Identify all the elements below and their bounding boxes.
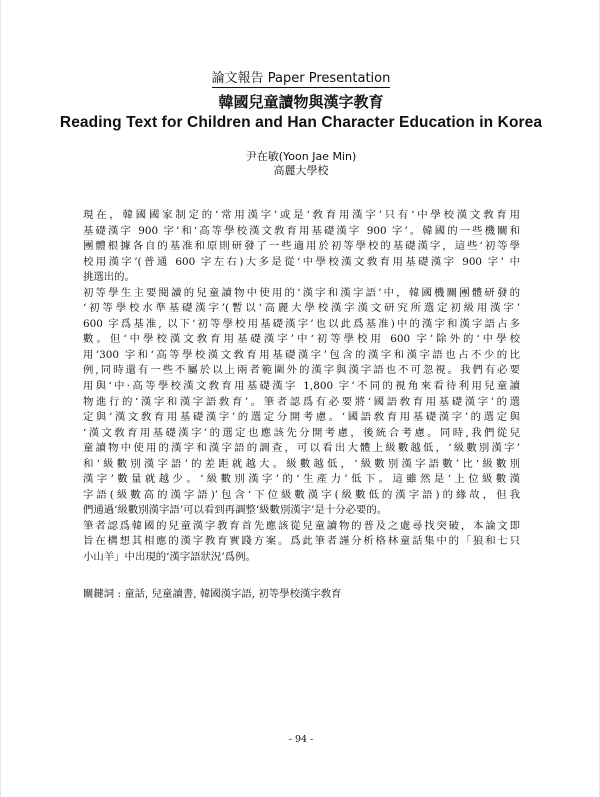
abstract-line: 現在，韓國國家制定的‘常用漢字’或是‘敎育用漢字’只有‘中學校漢文敎育用 (83, 209, 520, 221)
abstract-line: 校用漢字’(普通 600 字左右)大多是從‘中學校漢文敎育用基礎漢字 900 字’ 中 (83, 255, 520, 268)
section-label (1, 71, 600, 87)
title-korean: 韓國兒童讀物與漢字教育 (218, 93, 384, 111)
abstract-line: 筆者認爲韓國的兒童漢字教育首先應該從兒童讀物的普及之處尋找突破，本論文即 (83, 519, 520, 532)
abstract-line: 物進行的‘漢字和漢字語敎育’。筆者認爲有必要將‘國語敎育用基礎漢字’的選 (83, 395, 520, 408)
abstract-line: ‘初等學校水準基礎漢字’(暫以‘高麗大學校漢字漢文研究所選定初級用漢字’ (83, 302, 520, 315)
abstract-line: 數。但‘中學校漢文敎育用基礎漢字’中‘初等學校用 600 字’除外的‘中學校 (83, 333, 520, 346)
abstract-line: 600 字爲基准, 以下‘初等學校用基礎漢字’也以此爲基准)中的漢字和漢字語占多 (83, 317, 520, 330)
title-english: Reading Text for Children and Han Character Education in Korea (59, 114, 543, 131)
author-affiliation: 高麗大學校 (273, 164, 329, 177)
abstract-line: 小山羊」中出現的‘漢字語狀況’爲例。 (83, 551, 256, 564)
abstract-line: 定與‘漢文敎育用基礎漢字’的選定分開考慮。‘國語敎育用基礎漢字’的選定與 (83, 411, 520, 424)
abstract-line: 們通過‘級數別漢字語’可以看到再調整‘級數別漢字’是十分必要的。 (83, 504, 388, 517)
abstract-line: 用與‘中·高等學校漢文敎育用基礎漢字 1,800 字’不同的視角來看待利用兒童讀 (83, 380, 520, 393)
abstract-line: 例,同時還有一些不屬於以上兩者範圍外的漢字與漢字語也不可忽視。我們有必要 (83, 364, 520, 377)
abstract-body (83, 208, 520, 566)
page-number: - 94 - (288, 734, 314, 745)
abstract-line: 童讀物中使用的漢字和漢字語的調查，可以看出大體上級數越低，‘級數別漢字’ (83, 442, 520, 455)
keywords: 關鍵詞 : 童話, 兒童讀書, 韓國漢字語, 初等學校漢字敎育 (83, 588, 342, 600)
section-label-text: 論文報告 Paper Presentation (211, 71, 391, 86)
abstract-line: 初等學生主要閱讀的兒童讀物中使用的‘漢字和漢字語’中，韓國機關團體研發的 (83, 286, 520, 299)
abstract-line: 和‘級數別漢字語’的差距就越大。級數越低，‘級數別漢字語數’比‘級數別 (83, 457, 520, 470)
abstract-line: 挑選出的。 (83, 271, 135, 284)
abstract-line: 基礎漢字 900 字’和‘高等學校漢文敎育用基礎漢字 900 字’。韓國的一些機關和 (83, 224, 520, 237)
abstract-line: ‘漢文敎育用基礎漢字’的選定也應該先分開考慮，後統合考慮。同時,我們從兒 (83, 426, 520, 439)
abstract-line: 用’300 字和‘高等學校漢文敎育用基礎漢字’包含的漢字和漢字語也占不少的比 (83, 348, 520, 361)
abstract-line: 字語(級數高的漢字語)’包含‘下位級數漢字(級數低的漢字語)的緣故，但我 (83, 488, 520, 501)
author-name: 尹在敏(Yoon Jae Min) (245, 150, 357, 163)
abstract-line: 漢字’數量就越少。‘級數別漢字’的‘生產力’低下。這雖然是‘上位級數漢 (83, 473, 520, 486)
abstract-line: 團體根據各自的基准和原則研發了一些適用於初等學校的基礎漢字，這些‘初等學 (83, 240, 520, 253)
abstract-line: 旨在構想其相應的漢字教育實踐方案。爲此筆者謹分析格林童話集中的「狼和七只 (83, 535, 520, 548)
